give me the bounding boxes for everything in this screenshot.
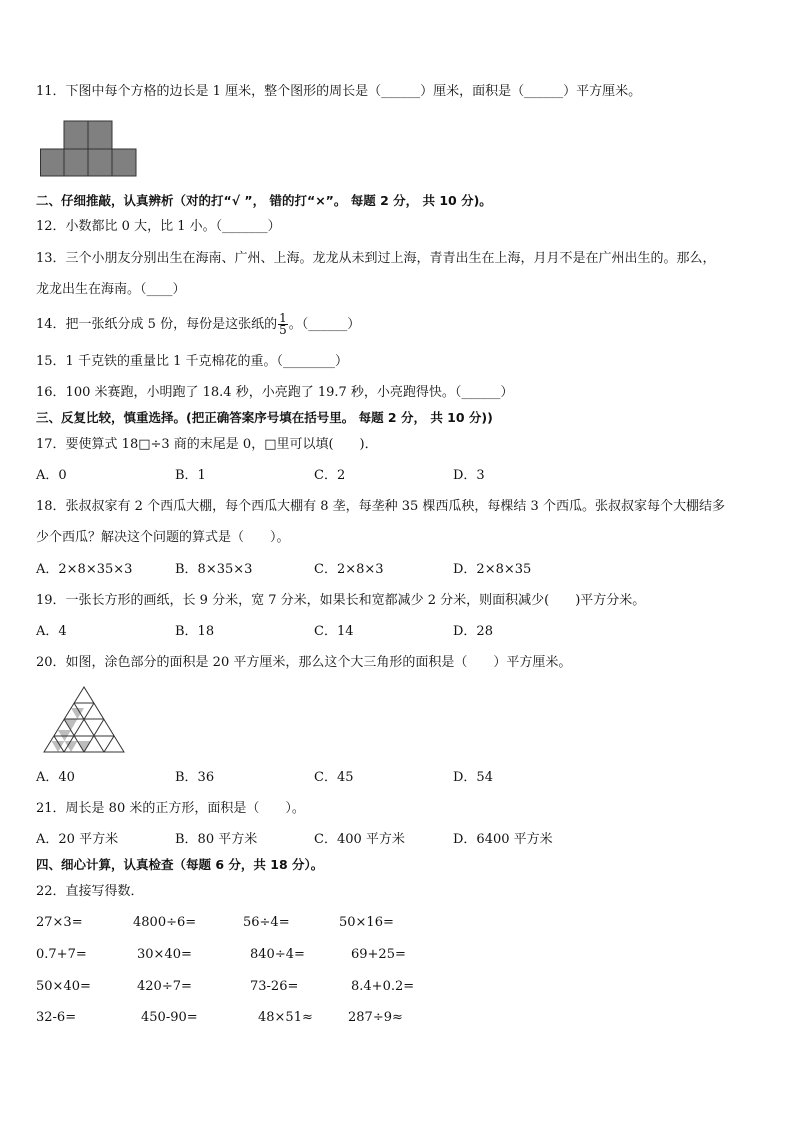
calc-r2-c2: 30×40= bbox=[137, 947, 192, 962]
calc-r3-c2: 420÷7= bbox=[137, 979, 192, 994]
q21-option-d: D．6400 平方米 bbox=[453, 832, 553, 847]
q18-option-c: C．2×8×3 bbox=[314, 562, 384, 577]
q19-option-d: D．28 bbox=[453, 624, 493, 639]
q17-option-c: C．2 bbox=[314, 468, 346, 483]
question-19: 19．一张长方形的画纸，长 9 分米，宽 7 分米，如果长和宽都减少 2 分米，则面积减少( )平方分米。 bbox=[36, 593, 646, 608]
q18-option-b: B．8×35×3 bbox=[175, 562, 253, 577]
q18-option-d: D．2×8×35 bbox=[453, 562, 532, 577]
triangle-figure bbox=[42, 686, 126, 754]
calc-r3-c3: 73-26= bbox=[250, 979, 299, 994]
question-17: 17．要使算式 18□÷3 商的末尾是 0，□里可以填( )． bbox=[36, 437, 378, 452]
fraction-denominator: 5 bbox=[279, 323, 287, 337]
q17-option-b: B．1 bbox=[175, 468, 206, 483]
calc-r4-c4: 287÷9≈ bbox=[348, 1010, 403, 1025]
question-11: 11．下图中每个方格的边长是 1 厘米，整个图形的周长是（______）厘米，面积是（______）平方厘米。 bbox=[36, 84, 642, 99]
q21-option-a: A．20 平方米 bbox=[36, 832, 119, 847]
q17-option-a: A．0 bbox=[36, 468, 67, 483]
calc-r4-c3: 48×51≈ bbox=[258, 1010, 313, 1025]
question-13-line2: 龙龙出生在海南。（____） bbox=[36, 282, 186, 297]
calc-r1-c1: 27×3= bbox=[36, 915, 83, 930]
question-20: 20．如图，涂色部分的面积是 20 平方厘米，那么这个大三角形的面积是（ ）平方厘米。 bbox=[36, 655, 572, 670]
q21-option-c: C．400 平方米 bbox=[314, 832, 405, 847]
grid-figure bbox=[40, 120, 140, 178]
q20-option-a: A．40 bbox=[36, 770, 75, 785]
q18-option-a: A．2×8×35×3 bbox=[36, 562, 133, 577]
question-12: 12．小数都比 0 大，比 1 小。（_______） bbox=[36, 219, 281, 234]
q19-option-b: B．18 bbox=[175, 624, 215, 639]
question-15: 15．1 千克铁的重量比 1 千克棉花的重。（________） bbox=[36, 354, 348, 369]
question-16: 16．100 米赛跑，小明跑了 18.4 秒，小亮跑了 19.7 秒，小亮跑得快。（______） bbox=[36, 385, 514, 400]
question-13-line1: 13．三个小朋友分别出生在海南、广州、上海。龙龙从未到过上海，青青出生在上海，月月不是在广州出生的。那么， bbox=[36, 251, 716, 266]
calc-r2-c3: 840÷4= bbox=[250, 947, 305, 962]
calc-r4-c2: 450-90= bbox=[141, 1010, 198, 1025]
fraction-numerator: 1 bbox=[279, 311, 287, 325]
question-18-line1: 18．张叔叔家有 2 个西瓜大棚，每个西瓜大棚有 8 垄，每垄种 35 棵西瓜秧，每棵结 3 个西瓜。张叔叔家每个大棚结多 bbox=[36, 499, 725, 514]
calc-r3-c4: 8.4+0.2= bbox=[351, 979, 415, 994]
question-14-text: 14．把一张纸分成 5 份，每份是这张纸的 bbox=[36, 317, 278, 332]
question-14 bbox=[36, 313, 360, 336]
question-22: 22．直接写得数． bbox=[36, 884, 144, 899]
q20-option-c: C．45 bbox=[314, 770, 354, 785]
question-14-blank: 。（______） bbox=[288, 317, 361, 332]
calc-r1-c3: 56÷4= bbox=[243, 915, 290, 930]
q19-option-c: C．14 bbox=[314, 624, 354, 639]
calc-r1-c4: 50×16= bbox=[339, 915, 394, 930]
calc-r3-c1: 50×40= bbox=[36, 979, 91, 994]
calc-r1-c2: 4800÷6= bbox=[133, 915, 197, 930]
calc-r2-c4: 69+25= bbox=[351, 947, 406, 962]
question-18-line2: 少个西瓜？解决这个问题的算式是（ ）。 bbox=[36, 530, 290, 545]
q20-option-b: B．36 bbox=[175, 770, 215, 785]
calc-r4-c1: 32-6= bbox=[36, 1010, 77, 1025]
q21-option-b: B．80 平方米 bbox=[175, 832, 258, 847]
q20-option-d: D．54 bbox=[453, 770, 493, 785]
q19-option-a: A．4 bbox=[36, 624, 67, 639]
q17-option-d: D．3 bbox=[453, 468, 485, 483]
section-4-heading: 四、细心计算，认真检查（每题 6 分，共 18 分）。 bbox=[36, 857, 324, 872]
fraction-one-fifth bbox=[278, 313, 288, 336]
section-3-heading: 三、反复比较，慎重选择。(把正确答案序号填在括号里。 每题 2 分， 共 10 分)) bbox=[36, 410, 493, 425]
section-2-heading: 二、仔细推敲，认真辨析（对的打“√ ”， 错的打“×”。 每题 2 分， 共 10 分)。 bbox=[36, 193, 492, 208]
calc-r2-c1: 0.7+7= bbox=[36, 947, 87, 962]
question-21: 21．周长是 80 米的正方形，面积是（ ）。 bbox=[36, 801, 305, 816]
